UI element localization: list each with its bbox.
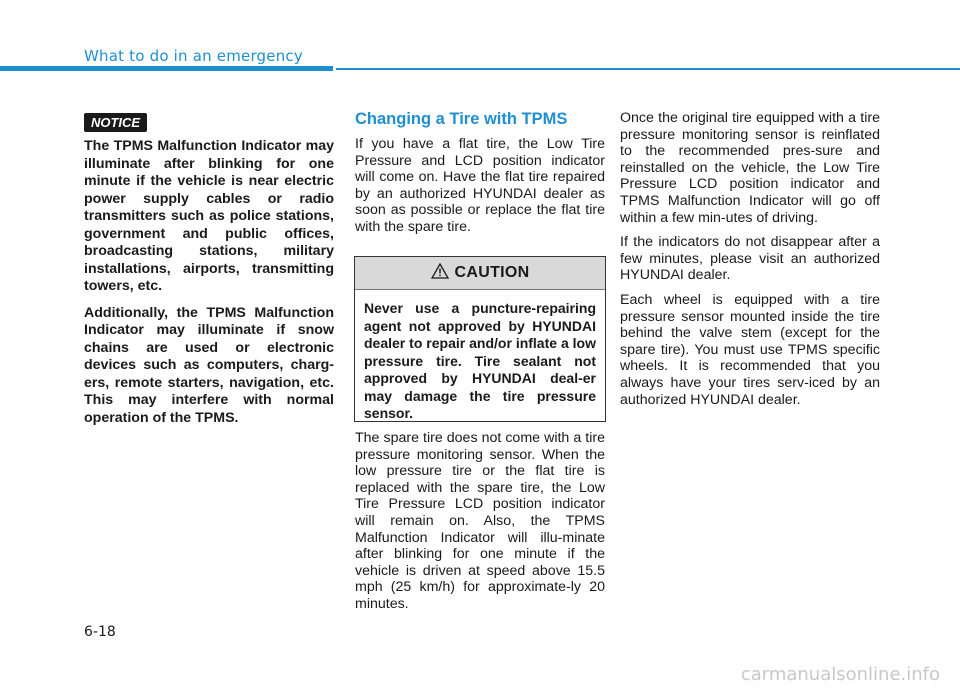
caution-header [355,257,605,290]
warning-triangle-icon [431,263,449,284]
notice-paragraph-2: Additionally, the TPMS Malfunction Indicator may illuminate if snow chains are used or electronic devices such as computers, charg-ers, remote starters, navigation, etc. This may interfere with normal operation of the TPMS. [84,304,334,426]
section-title: Changing a Tire with TPMS [355,110,568,128]
column3-paragraph-2: If the indicators do not disappear after a few minutes, please visit an authorized HYUNDAI dealer. [620,234,880,284]
notice-paragraph-1: The TPMS Malfunction Indicator may illuminate after blinking for one minute if the vehicle is near electric power supply cables or radio transmitters such as police stations, government and public offices, broadcasting stations, military installations, airports, transmitting towers, etc. [84,138,334,294]
notice-body [84,138,334,436]
column3-paragraph-1: Once the original tire equipped with a tire pressure monitoring sensor is reinflated to the recommended pres-sure and reinstalled on the vehicle, the Low Tire Pressure LCD position indicator and TPMS Malfunction Indicator will go off within a few min-utes of driving. [620,110,880,226]
column-3 [620,110,880,416]
notice-badge: NOTICE [84,113,147,132]
section-header-title: What to do in an emergency [84,47,303,65]
caution-text: Never use a puncture-repairing agent not approved by HYUNDAI dealer to repair and/or inflate a low pressure tire. Tire sealant not approved by HYUNDAI deal-er may damage the tire pressure sensor. [364,300,596,421]
tpms-paragraph-2: The spare tire does not come with a tire pressure monitoring sensor. When the low pressure tire or the flat tire is replaced with the spare tire, the Low Tire Pressure LCD position indicator will remain on. Also, the TPMS Malfunction Indicator will illu-minate after blinking for one minute if the vehicle is driven at speed above 15.5 mph (25 km/h) for approximate-ly 20 minutes. [355,430,605,612]
header-rule-thin [336,68,960,70]
column3-paragraph-3: Each wheel is equipped with a tire pressure sensor mounted inside the tire behind the valve stem (except for the spare tire). You must use TPMS specific wheels. It is recommended that you always have your tires serv-iced by an authorized HYUNDAI dealer. [620,291,880,408]
watermark: carmanualsonline.info [740,664,940,685]
tpms-paragraph-1: If you have a flat tire, the Low Tire Pressure and LCD position indicator will come on. Have the flat tire repaired by an authorized HYUNDAI dealer as soon as possible or replace the flat tire with the spare tire. [355,136,605,235]
caution-box [354,256,606,422]
header-rule-thick [0,66,333,71]
caution-label: CAUTION [454,264,530,281]
page-number: 6-18 [84,624,116,640]
